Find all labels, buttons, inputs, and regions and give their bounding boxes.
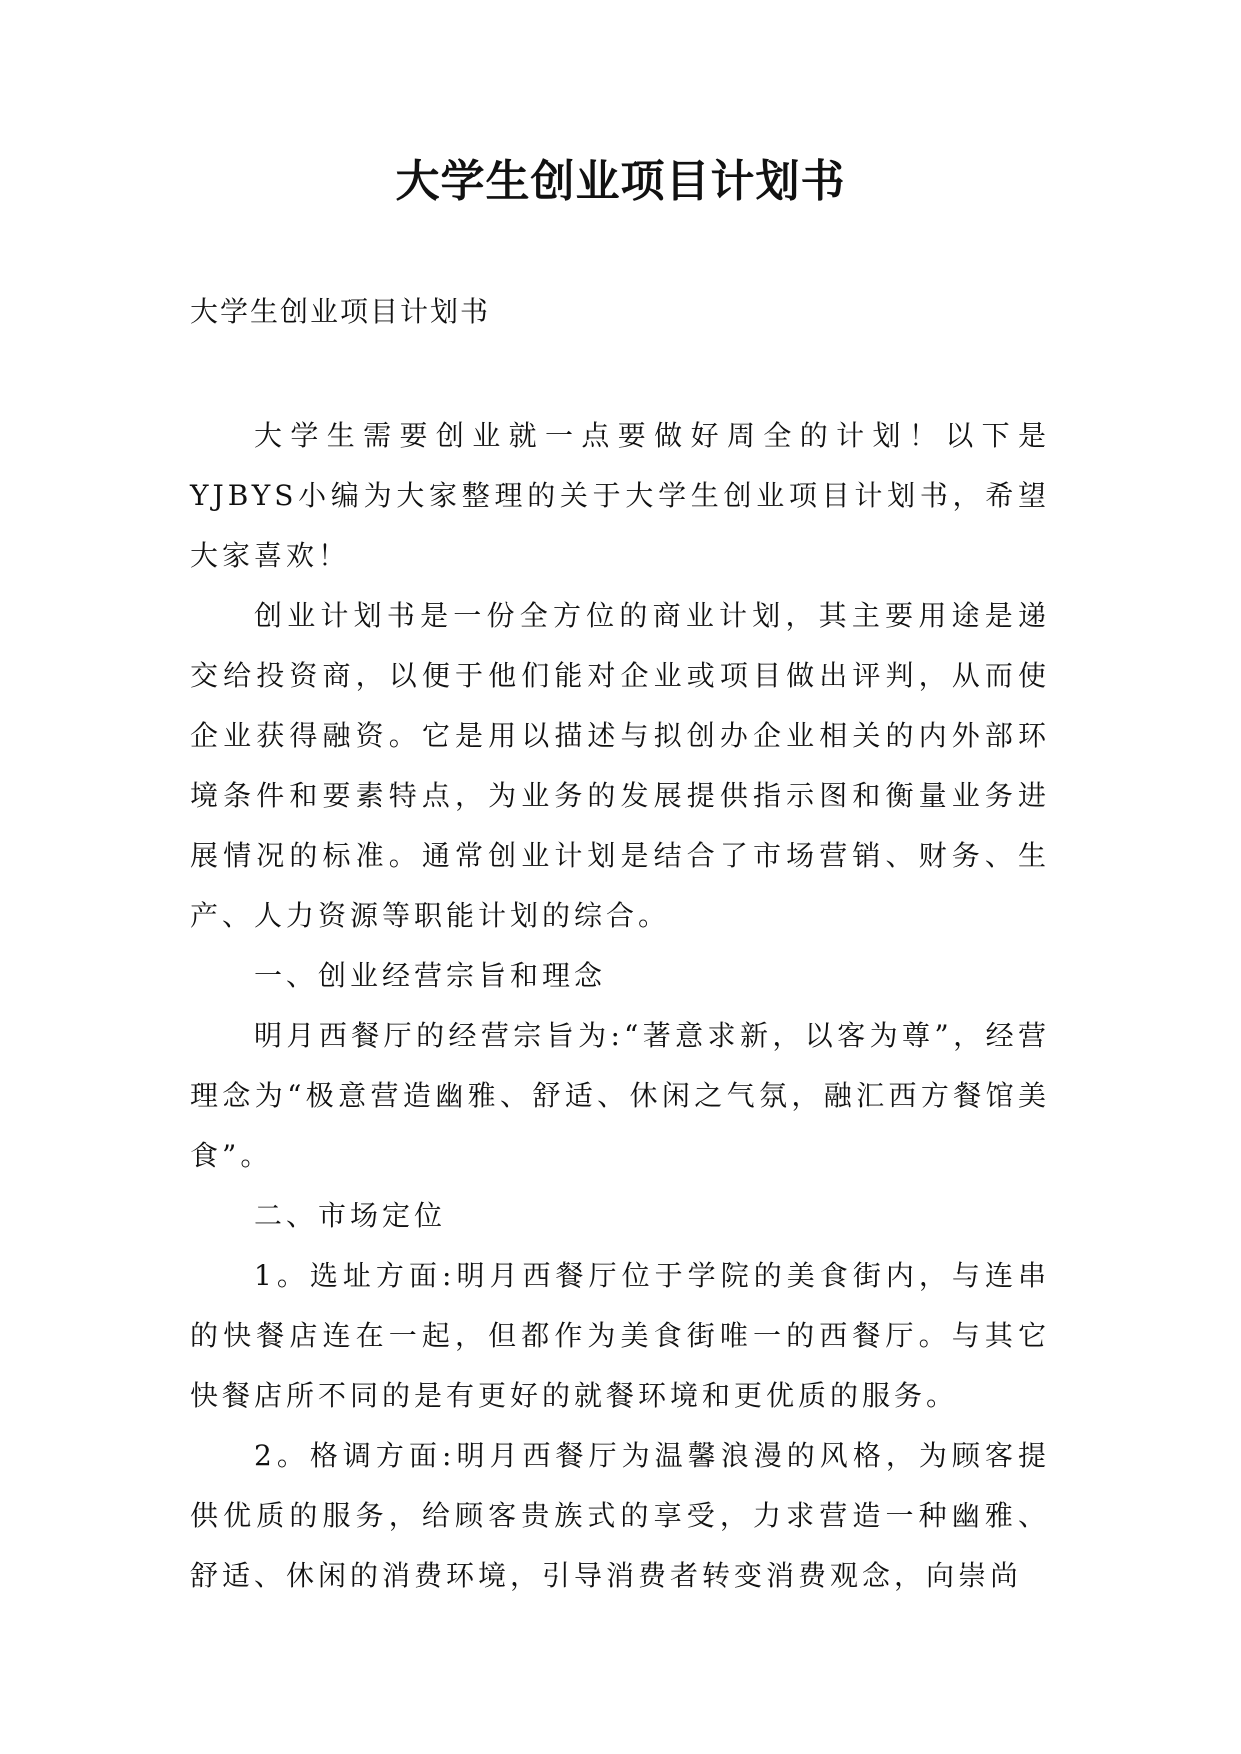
paragraph-style: 2。格调方面:明月西餐厅为温馨浪漫的风格，为顾客提供优质的服务，给顾客贵族式的享受，力求营造一种幽雅、舒适、休闲的消费环境，引导消费者转变消费观念，向崇尚: [190, 1439, 1050, 1592]
paragraph-definition: 创业计划书是一份全方位的商业计划，其主要用途是递交给投资商，以便于他们能对企业或项目做出评判，从而使企业获得融资。它是用以描述与拟创办企业相关的内外部环境条件和要素特点，为业务的发展提供指示图和衡量业务进展情况的标准。通常创业计划是结合了市场营销、财务、生产、人力资源等职能计划的综合。: [190, 599, 1050, 932]
document-title: 大学生创业项目计划书: [395, 156, 846, 207]
document-body: [190, 406, 1050, 1606]
document-subtitle: 大学生创业项目计划书: [190, 295, 491, 328]
paragraph-location: 1。选址方面:明月西餐厅位于学院的美食街内，与连串的快餐店连在一起，但都作为美食街唯一的西餐厅。与其它快餐店所不同的是有更好的就餐环境和更优质的服务。: [190, 1259, 1050, 1412]
paragraph-mission: 明月西餐厅的经营宗旨为:“著意求新，以客为尊”，经营理念为“极意营造幽雅、舒适、休闲之气氛，融汇西方餐馆美食”。: [190, 1019, 1050, 1172]
section-heading-1: 一、创业经营宗旨和理念: [254, 959, 607, 992]
section-heading-2: 二、市场定位: [254, 1199, 447, 1232]
paragraph-intro: 大学生需要创业就一点要做好周全的计划！以下是YJBYS小编为大家整理的关于大学生创业项目计划书，希望大家喜欢！: [190, 419, 1050, 572]
